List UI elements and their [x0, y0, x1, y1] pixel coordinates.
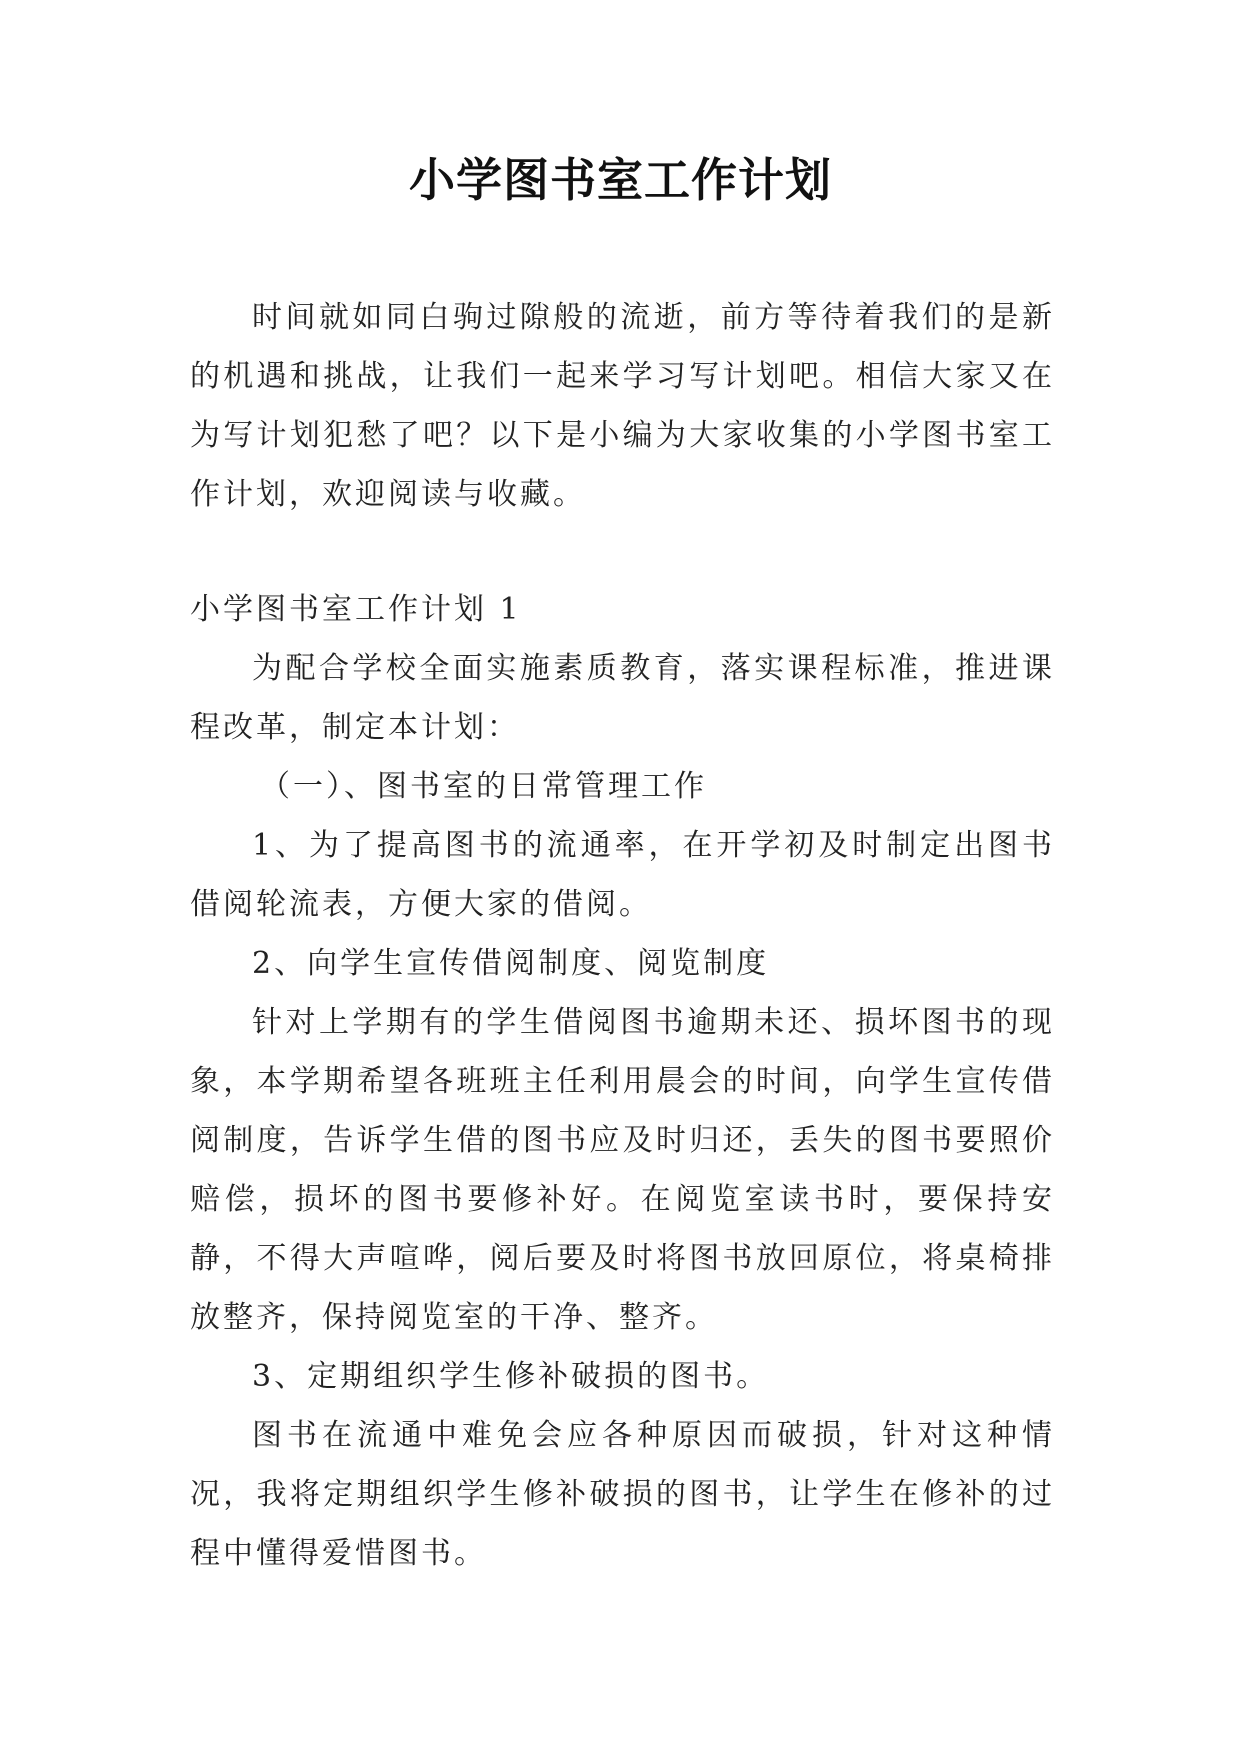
- intro-block: [190, 288, 1055, 524]
- section-1: [190, 580, 1055, 1583]
- paragraph: 针对上学期有的学生借阅图书逾期未还、损坏图书的现象，本学期希望各班班主任利用晨会的时间，向学生宣传借阅制度，告诉学生借的图书应及时归还，丢失的图书要照价赔偿，损坏的图书要修补好。在阅览室读书时，要保持安静，不得大声喧哗，阅后要及时将图书放回原位，将桌椅排放整齐，保持阅览室的干净、整齐。: [190, 1005, 1055, 1335]
- paragraph: 1、为了提高图书的流通率，在开学初及时制定出图书借阅轮流表，方便大家的借阅。: [190, 828, 1055, 922]
- paragraph: 2、向学生宣传借阅制度、阅览制度: [252, 946, 770, 981]
- paragraph: 3、定期组织学生修补破损的图书。: [252, 1359, 770, 1394]
- section-heading: 小学图书室工作计划 1: [190, 592, 522, 627]
- paragraph: 为配合学校全面实施素质教育，落实课程标准，推进课程改革，制定本计划：: [190, 651, 1055, 745]
- paragraph: 图书在流通中难免会应各种原因而破损，针对这种情况，我将定期组织学生修补破损的图书，让学生在修补的过程中懂得爱惜图书。: [190, 1418, 1055, 1571]
- document-title: 小学图书室工作计划: [409, 153, 832, 207]
- subsection-heading: （一）、图书室的日常管理工作: [260, 769, 707, 804]
- intro-paragraph: 时间就如同白驹过隙般的流逝，前方等待着我们的是新的机遇和挑战，让我们一起来学习写计划吧。相信大家又在为写计划犯愁了吧？以下是小编为大家收集的小学图书室工作计划，欢迎阅读与收藏。: [190, 300, 1055, 512]
